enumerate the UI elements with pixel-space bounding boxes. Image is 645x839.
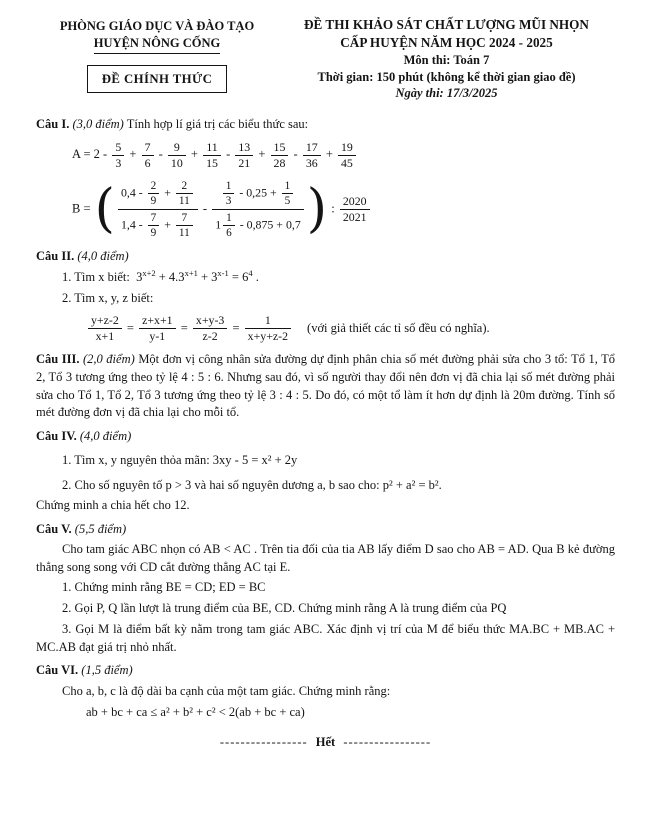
exam-title-line2: CẤP HUYỆN NĂM HỌC 2024 - 2025 bbox=[340, 34, 553, 50]
footer-dashes-left: ----------------- bbox=[219, 734, 308, 749]
exam-title-block bbox=[278, 16, 615, 102]
question-4-item-2: 2. Cho số nguyên tố p > 3 và hai số nguyên dương a, b sao cho: p² + a² = b². bbox=[62, 477, 442, 492]
question-5-item-2: 2. Gọi P, Q lần lượt là trung điểm của BE, CD. Chứng minh rằng A là trung điểm của PQ bbox=[62, 601, 507, 615]
question-1-intro: Tính hợp lí giá trị các biểu thức sau: bbox=[126, 117, 309, 132]
header bbox=[36, 16, 615, 102]
question-2-item-2-formula: $\frac{y+z-2}{x+1}$ = $\frac{z+x+1}{y-1}$ = $\frac{x+y-3}{z-2}$ = $\frac{1}{x+y+z-2}$ bbox=[86, 321, 293, 335]
question-2-item-1-formula: $3^{x+2} + 4.3^{x+1} + 3^{x-1} = 6^4$ . bbox=[136, 267, 259, 284]
footer-dashes-right: ----------------- bbox=[343, 734, 432, 749]
question-5-item-3: 3. Gọi M là điểm bất kỳ nằm trong tam giác ABC. Xác định vị trí của M để biểu thức MA.BC + MB.AC + MC.AB đạt giá trị nhỏ nhất. bbox=[36, 621, 615, 654]
official-exam-stamp: ĐỀ CHÍNH THỨC bbox=[87, 65, 227, 93]
question-1-label: Câu I. bbox=[36, 117, 70, 132]
exam-duration: Thời gian: 150 phút (không kể thời gian giao đề) bbox=[317, 69, 576, 84]
department-name: PHÒNG GIÁO DỤC VÀ ĐÀO TẠO bbox=[59, 19, 255, 33]
question-5-intro: Cho tam giác ABC nhọn có AB < AC . Trên tia đối của tia AB lấy điểm D sao cho AB = AD. Qua B kẻ đường thẳng song song với CD cắt đường thẳng AC tại E. bbox=[36, 541, 615, 574]
question-5-heading bbox=[36, 521, 615, 539]
question-1-points: (3,0 điểm) bbox=[72, 117, 124, 132]
question-2-item-1-text: 1. Tìm x biết: bbox=[62, 269, 130, 284]
question-6-points: (1,5 điểm) bbox=[81, 663, 133, 678]
exam-title-line1: ĐỀ THI KHẢO SÁT CHẤT LƯỢNG MŨI NHỌN bbox=[304, 17, 589, 32]
question-2-heading bbox=[36, 248, 615, 266]
formula-b: B = ( 0,4 - $\frac{2}{9}$ + $\frac{2}{11}$ 1,4 - $\frac{7}{9}$ + $\frac{7}{11}$ - $\frac{1}{3}$ - 0,25 + $\frac{1}{5}$ 1 $\frac{1}{6}$ - 0,875 + 0,7 ) : $\frac{2020}{2021}$ bbox=[36, 177, 615, 242]
question-2-label: Câu II. bbox=[36, 249, 75, 264]
question-3-paragraph bbox=[36, 351, 615, 422]
question-1-heading bbox=[36, 116, 615, 134]
footer-het-line bbox=[36, 734, 615, 752]
issuer-block bbox=[36, 16, 278, 93]
question-4-label: Câu IV. bbox=[36, 429, 77, 443]
question-2-item-2: 2. Tìm x, y, z biết: bbox=[62, 290, 154, 305]
question-5-label: Câu V. bbox=[36, 522, 72, 536]
question-3-points: (2,0 điểm) bbox=[83, 352, 135, 366]
question-5-points: (5,5 điểm) bbox=[74, 522, 127, 536]
question-4-points: (4,0 điểm) bbox=[79, 429, 132, 443]
formula-a: A = 2 - $\frac{5}{3}$ + $\frac{7}{6}$ - $\frac{9}{10}$ + $\frac{11}{15}$ - $\frac{13}{21}$ + $\frac{15}{28}$ - $\frac{17}{36}$ + $\frac{19}{45}$ bbox=[36, 139, 615, 172]
question-4-item-1: 1. Tìm x, y nguyên thỏa mãn: 3xy - 5 = x² + 2y bbox=[62, 452, 298, 467]
question-3-label: Câu III. bbox=[36, 352, 80, 366]
footer-het-label: Hết bbox=[315, 734, 336, 749]
district-name-line bbox=[36, 35, 278, 54]
question-6-formula: ab + bc + ca ≤ a² + b² + c² < 2(ab + bc + ca) bbox=[86, 704, 305, 719]
exam-date: Ngày thi: 17/3/2025 bbox=[395, 86, 498, 101]
question-6-label: Câu VI. bbox=[36, 663, 79, 678]
question-2-item-1 bbox=[36, 269, 615, 287]
question-3-text: Một đơn vị công nhân sửa đường dự định phân chia số mét đường phải sửa cho 3 tổ: Tổ 1, Tổ 2, Tổ 3 tương ứng theo tỷ lệ 4 : 5 : 6. Nhưng sau đó, vì số người thay đổi nên đơn vị đã chia lại số mét đường phải sửa cho Tổ 1, Tổ 2, Tổ 3 tương ứng theo tỷ lệ 3 : 4 : 5. Do đó, có một tổ làm ít hơn dự định là 20m đường. Tính số mét đường đơn vị đã chia lại cho mỗi tổ. bbox=[36, 352, 616, 420]
question-2-points: (4,0 điểm) bbox=[77, 249, 129, 264]
question-2-note: (với giả thiết các tỉ số đều có nghĩa). bbox=[307, 320, 490, 335]
question-5-item-1: 1. Chứng minh rằng BE = CD; ED = BC bbox=[62, 580, 266, 595]
exam-subject: Môn thi: Toán 7 bbox=[403, 52, 490, 67]
question-6-heading bbox=[36, 662, 615, 680]
district-name: HUYỆN NÔNG CỐNG bbox=[94, 35, 220, 54]
question-6-intro: Cho a, b, c là độ dài ba cạnh của một tam giác. Chứng minh rằng: bbox=[62, 684, 391, 698]
official-stamp-wrapper bbox=[36, 54, 278, 93]
question-4-item-2-continuation: Chứng minh a chia hết cho 12. bbox=[36, 498, 190, 513]
question-4-heading bbox=[36, 428, 615, 446]
question-2-item-2-formula-line bbox=[36, 312, 615, 345]
